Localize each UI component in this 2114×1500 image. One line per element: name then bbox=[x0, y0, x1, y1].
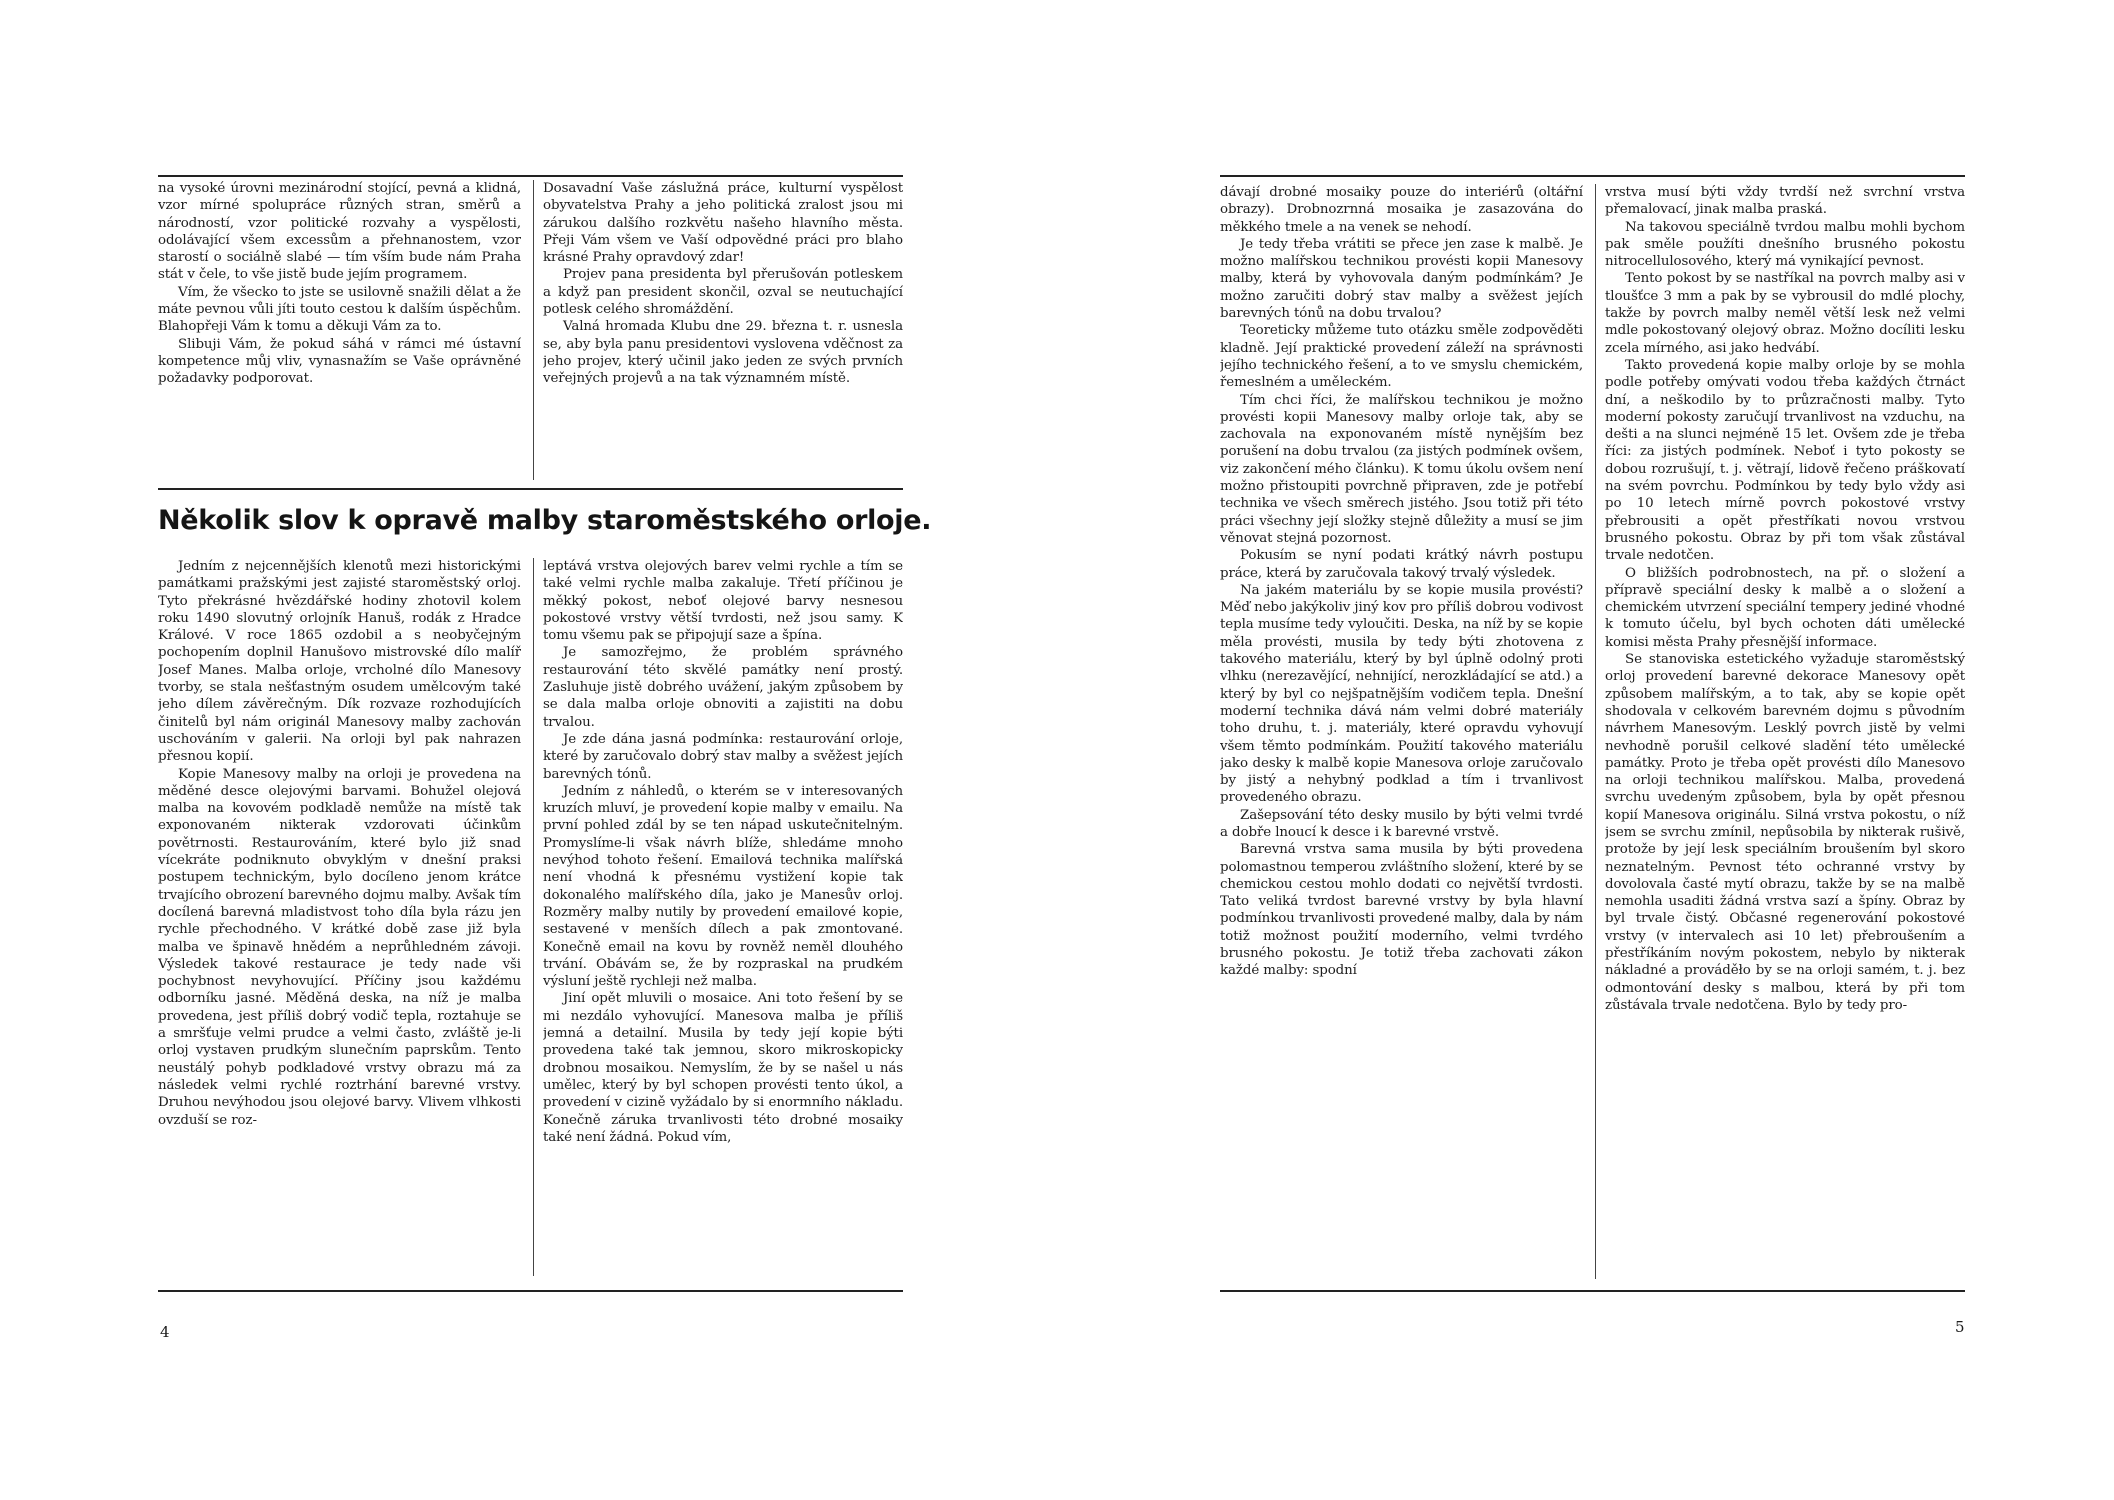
page-number: 5 bbox=[1955, 1318, 1965, 1336]
paragraph: Barevná vrstva sama musila by býti provedena polomastnou temperou zvláštního složení, které by se chemickou cestou mohlo dodati co největší tvrdosti. Tato veliká tvrdost barevné vrstvy by byla hlavní podmínkou trvanlivosti provedené malby, dala by nám totiž možnost použití moderního, velmi tvrdého brusného pokostu. Je totiž třeba zachovati zákon každé malby: spodní bbox=[1220, 842, 1583, 979]
column-divider bbox=[1595, 184, 1596, 1279]
paragraph: Jedním z nejcennějších klenotů mezi historickými památkami pražskými jest zajisté staroměstský orloj. Tyto překrásné hvězdářské hodiny zhotovil kolem roku 1490 slovutný orlojník Hanuš, rodák z Hradce Králové. V roce 1865 ozdobil a s neobyčejným pochopením doplnil Hanušovo mistrovské dílo malíř Josef Manes. Malba orloje, vrcholné dílo Manesovy tvorby, se stala nešťastným osudem umělcovým také jeho dílem závěrečným. Dík rozvaze rozhodujících činitelů byl nám originál Manesovy malby zachován uschováním v galerii. Na orloji byl pak nahrazen přesnou kopií. bbox=[158, 559, 521, 765]
paragraph: Teoreticky můžeme tuto otázku směle zodpověděti kladně. Její praktické provedení záleží na správnosti jejího technického řešení, a to ve smyslu chemickém, řemeslném a uměleckém. bbox=[1220, 323, 1583, 391]
paragraph: Se stanoviska estetického vyžaduje staroměstský orloj provedení barevné dekorace Manesovy opět způsobem malířským, a to tak, aby se kopie opět shodovala v celkovém barevném dojmu s původním návrhem Manesovým. Lesklý povrch jistě by velmi nevhodně porušil celkové sladění této umělecké památky. Proto je třeba opět provésti dílo Manesovo na orloji technikou malířskou. Malba, provedená svrchu uvedeným způsobem, byla by opět přesnou kopií Manesova originálu. Silná vrstva pokostu, o níž jsem se svrchu zmínil, nepůsobila by nikterak rušivě, protože by její lesk speciálním broušením byl skoro neznatelným. Pevnost této ochranné vrstvy by dovolovala časté mytí obrazu, takže by se na malbě nemohla usaditi žádná vrstva sazí a špíny. Obraz by byl trvale čistý. Občasné regenerování pokostové vrstvy (v intervalech asi 10 let) přebroušením a přestříkáním novým pokostem, nebylo by nikterak nákladné a prováděło by se na orloji samém, t. j. bez odmontování desky s malbou, která by při tom zůstávala trvale nedotčena. Bylo by tedy pro- bbox=[1605, 652, 1965, 1013]
paragraph: Vím, že všecko to jste se usilovně snažili dělat a že máte pevnou vůli jíti touto cestou k dalším úspěchům. Blahopřeji Vám k tomu a děkuji Vám za to. bbox=[158, 284, 521, 335]
paragraph: Je zde dána jasná podmínka: restaurování orloje, které by zaručovalo dobrý stav malby a svěžest jejích barevných tónů. bbox=[543, 731, 903, 782]
paragraph: Tento pokost by se nastříkal na povrch malby asi v tloušťce 3 mm a pak by se vybrousil do mdlé plochy, takže by povrch malby neměl větší lesk než velmi mdle pokostovaný olejový obraz. Možno docíliti lesku zcela mírného, asi jako hedvábí. bbox=[1605, 271, 1965, 356]
paragraph: Je tedy třeba vrátiti se přece jen zase k malbě. Je možno malířskou technikou provésti kopii Manesovy malby, která by vyhovovala daným podmínkám? Je možno zaručiti dobrý stav malby a svěžest jejích barevných tónů na dobu trvalou? bbox=[1220, 236, 1583, 322]
top-rule bbox=[158, 175, 903, 177]
paragraph: vrstva musí býti vždy tvrdší než svrchní vrstva přemalovací, jinak malba praská. bbox=[1605, 185, 1965, 218]
paragraph: na vysoké úrovni mezinárodní stojící, pevná a klidná, vzor mírné spolupráce různých stran, směrů a národností, vzor politické rozvahy a vyspělosti, odolávající všem excessům a přehnanostem, vzor starostí o sociálně slabé — tím vším bude nám Praha stát v čele, to vše jistě bude jejím programem. bbox=[158, 181, 521, 283]
paragraph: Projev pana presidenta byl přerušován potleskem a když pan president skončil, ozval se neutuchající potlesk celého shromáždění. bbox=[543, 267, 903, 318]
paragraph: Dosavadní Vaše záslužná práce, kulturní vyspělost obyvatelstva Prahy a jeho politická zralost jsou mi zárukou dalšího rozkvětu našeho hlavního města. Přeji Vám všem ve Vaší odpovědné práci pro blaho krásné Prahy opravdový zdar! bbox=[543, 181, 903, 266]
article-column-4 bbox=[1605, 184, 1965, 1284]
right-page bbox=[1057, 0, 2114, 1500]
paragraph: Slibuji Vám, že pokud sáhá v rámci mé ústavní kompetence můj vliv, vynasnažím se Vaše oprávněné požadavky podporovat. bbox=[158, 336, 521, 387]
paragraph: Zašepsování této desky musilo by býti velmi tvrdé a dobře lnoucí k desce i k barevné vrstvě. bbox=[1220, 807, 1583, 840]
article-column-2 bbox=[543, 558, 903, 1278]
paragraph: Kopie Manesovy malby na orloji je provedena na měděné desce olejovými barvami. Bohužel olejová malba na kovovém podkladě nemůže na místě tak exponovaném nikterak vzdorovati účinkům povětrnosti. Restaurováním, které bylo již snad vícekráte podniknuto obvyklým v dnešní praksi postupem technickým, bylo docíleno jenom krátce trvajícího obrození barevného dojmu malby. Avšak tím docílená barevná mladistvost toho díla byla rázu jen rychle přechodného. V krátké době zase již byla malba ve špinavě hnědém a neprůhledném závoji. Výsledek takové restaurace je tedy nade vši pochybnost nevyhovující. Příčiny jsou každému odborníku jasné. Měděná deska, na níž je malba provedena, jest příliš dobrý vodič tepla, roztahuje se a smršťuje velmi prudce a velmi často, zvláště je-li orloj vystaven prudkým slunečním paprskům. Tento neustálý pohyb podkladové vrstvy obrazu má za následek velmi rychlé roztrhání barevné vrstvy. Druhou nevýhodou jsou olejové barvy. Vlivem vlhkosti ovzduší se roz- bbox=[158, 766, 521, 1128]
article-title: Několik slov k opravě malby staroměstského orloje. bbox=[158, 505, 932, 536]
top-column-2 bbox=[543, 180, 903, 480]
bottom-rule bbox=[1220, 1290, 1965, 1292]
bottom-rule bbox=[158, 1290, 903, 1292]
paragraph: Takto provedená kopie malby orloje by se mohla podle potřeby omývati vodou třeba každých čtrnáct dní, a neškodilo by to průzračnosti malby. Tyto moderní pokosty zaručují trvanlivost na vzduchu, na dešti a na slunci nejméně 15 let. Ovšem zde je třeba říci: za jistých podmínek. Neboť i tyto pokosty se dobou rozrušují, t. j. větrají, lidově řečeno práškovatí na svém povrchu. Podmínkou by tedy bylo vždy asi po 10 letech mírně povrch pokostové vrstvy přebrousiti a opět přestříkati novou vrstvou brusného pokostu. Obraz by při tom však zůstával trvale nedotčen. bbox=[1605, 357, 1965, 564]
article-column-1 bbox=[158, 558, 521, 1278]
paragraph: Na jakém materiálu by se kopie musila provésti? Měď nebo jakýkoliv jiný kov pro příliš dobrou vodivost tepla musíme tedy vyloučiti. Deska, na níž by se kopie měla provésti, musila by tedy býti zhotovena z takového materiálu, který by byl úplně odolný proti vlhku (nerezavějící, nehnijící, nerozkládající se atd.) a který by byl co nejšpatnějším vodičem tepla. Dnešní moderní technika dává nám velmi dobré materiály toho druhu, t. j. materiály, které opravdu vyhovují všem těmto podmínkám. Použití takového materiálu jako desky k malbě kopie Manesova orloje zaručovalo by jistý a nehybný podklad a tím i trvanlivost provedeného obrazu. bbox=[1220, 582, 1583, 806]
column-divider-top bbox=[533, 180, 534, 480]
article-column-3 bbox=[1220, 184, 1583, 1284]
page-number: 4 bbox=[160, 1323, 170, 1341]
paragraph: Je samozřejmo, že problém správného restaurování této skvělé památky není prostý. Zasluhuje jistě dobrého uvážení, jakým způsobem by se dala malba orloje obnoviti a zajistiti na dobu trvalou. bbox=[543, 645, 903, 730]
top-rule bbox=[1220, 175, 1965, 177]
paragraph: leptává vrstva olejových barev velmi rychle a tím se také velmi rychle malba zakaluje. Třetí příčinou je měkký pokost, neboť olejové barvy nesnesou pokostové vrstvy větší tvrdosti, než jsou samy. K tomu všemu pak se připojují saze a špína. bbox=[543, 559, 903, 644]
paragraph: O bližších podrobnostech, na př. o složení a přípravě speciální desky k malbě a o složení a chemickém utvrzení speciální tempery jediné vhodné k tomuto účelu, byl bych ochoten dáti umělecké komisi města Prahy přesnější informace. bbox=[1605, 565, 1965, 650]
paragraph: Tím chci říci, že malířskou technikou je možno provésti kopii Manesovy malby orloje tak, aby se zachovala na exponovaném místě nynějším bez porušení na dobu trvalou (za jistých podmínek ovšem, viz zakončení mého článku). K tomu úkolu ovšem není možno přistoupiti povrchně připraven, zde je potřebí technika ve všech směrech jistého. Jsou totiž při této práci všechny její složky stejně důležity a musí se jim věnovat stejná pozornost. bbox=[1220, 392, 1583, 546]
paragraph: Valná hromada Klubu dne 29. března t. r. usnesla se, aby byla panu presidentovi vyslovena vděčnost za jeho projev, který učinil jako jeden ze svých prvních veřejných projevů a na tak významném místě. bbox=[543, 319, 903, 387]
paragraph: Jiní opět mluvili o mosaice. Ani toto řešení by se mi nezdálo vyhovující. Manesova malba je příliš jemná a detailní. Musila by tedy její kopie býti provedena také tak jemnou, skoro mikroskopicky drobnou mosaikou. Nemyslím, že by se našel u nás umělec, který by byl schopen provésti tento úkol, a provedení v cizině vyžádalo by si enormního nákladu. Konečně záruka trvanlivosti této drobné mosaiky také není žádná. Pokud vím, bbox=[543, 991, 903, 1145]
top-column-1 bbox=[158, 180, 521, 480]
paragraph: Jedním z náhledů, o kterém se v interesovaných kruzích mluví, je provedení kopie malby v emailu. Na první pohled zdál by se ten nápad uskutečnitelným. Promyslíme-li však návrh blíže, shledáme mnoho nevýhod tohoto řešení. Emailová technika malířská není vhodná k přesnému vystižení kopie tak dokonalého malířského díla, jako je Manesův orloj. Rozměry malby nutily by provedení emailové kopie, sestavené v menších dílech a pak zmontované. Konečně email na kovu by rovněž neměl dlouhého trvání. Obávám se, že by rozpraskal na prudkém výsluní ještě rychleji než malba. bbox=[543, 783, 903, 990]
paragraph: Na takovou speciálně tvrdou malbu mohli bychom pak směle použíti dnešního brusného pokostu nitrocellulosového, který má vynikající pevnost. bbox=[1605, 219, 1965, 270]
paragraph: dávají drobné mosaiky pouze do interiérů (oltářní obrazy). Drobnozrnná mosaika je zasazována do měkkého tmele a na venek se nehodí. bbox=[1220, 185, 1583, 235]
column-divider bbox=[533, 558, 534, 1276]
paragraph: Pokusím se nyní podati krátký návrh postupu práce, která by zaručovala takový trvalý výsledek. bbox=[1220, 548, 1583, 581]
section-rule bbox=[158, 488, 903, 490]
